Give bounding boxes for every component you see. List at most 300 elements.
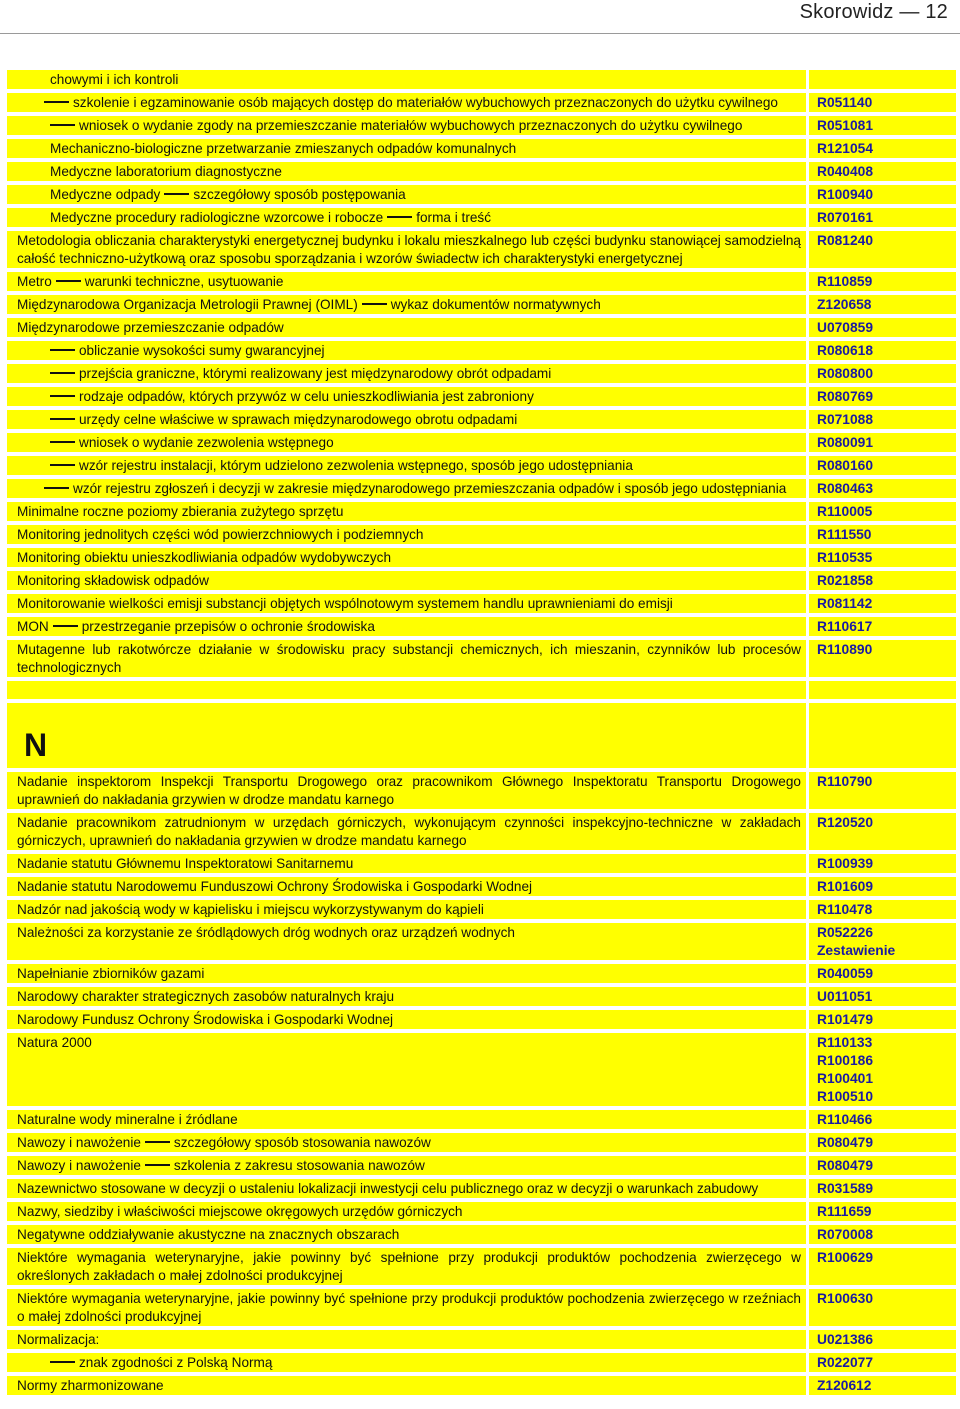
entry-text: [7, 1110, 806, 1129]
entry-code: [809, 617, 956, 636]
reference-code: R052226: [817, 925, 874, 940]
entry-code: [809, 571, 956, 590]
entry-label: Należności za korzystanie ze śródlądowych dróg wodnych oraz urządzeń wodnych: [17, 925, 515, 940]
index-row: [7, 364, 956, 383]
index-row: [7, 571, 956, 590]
entry-text-wrap: [12, 1377, 801, 1395]
entry-text: [7, 987, 806, 1006]
entry-subtopic: warunki techniczne, usytuowanie: [84, 274, 284, 289]
reference-code: R081240: [817, 233, 874, 248]
entry-text-wrap: [12, 924, 801, 942]
entry-code: [809, 456, 956, 475]
entry-text: [7, 548, 806, 567]
entry-text-wrap: [12, 296, 801, 314]
entry-label: Nadanie statutu Głównemu Inspektoratowi Sanitarnemu: [17, 856, 354, 871]
reference-code: U011051: [817, 989, 873, 1004]
entry-label: szkolenie i egzaminowanie osób mających dostęp do materiałów wybuchowych przeznaczonych do użytku cywilnego: [73, 95, 778, 110]
entry-code: [809, 1010, 956, 1029]
entry-code: [809, 923, 956, 960]
entry-text-wrap: [12, 965, 801, 983]
reference-code: R110790: [817, 774, 873, 789]
em-dash-icon: [50, 349, 75, 351]
page-header: [0, 0, 960, 34]
entry-code: [809, 1133, 956, 1152]
spacer-code-cell: [809, 681, 956, 699]
entry-code: [809, 964, 956, 983]
index-row: [7, 813, 956, 850]
entry-code: [809, 1353, 956, 1372]
entry-label: Nadanie pracownikom zatrudnionym w urzędach górniczych, wykonującym czynności inspekcyjno-techniczne w zakładach górniczych, uprawnień do nakładania grzywien w drodze mandatu karnego: [17, 815, 801, 848]
index-row: [7, 1225, 956, 1244]
entry-code: [809, 877, 956, 896]
entry-label: Nadanie statutu Narodowemu Funduszowi Ochrony Środowiska i Gospodarki Wodnej: [17, 879, 533, 894]
entry-text-wrap: [12, 411, 801, 429]
entry-label: Metro: [17, 274, 52, 289]
entry-label: MON: [17, 619, 49, 634]
entry-text: [7, 854, 806, 873]
index-row: [7, 772, 956, 809]
index-row: [7, 318, 956, 337]
entry-text-wrap: [12, 595, 801, 613]
entry-label: Metodologia obliczania charakterystyki energetycznej budynku i lokalu mieszkalnego lub części budynku stanowiącej samodzielną całość techniczno-użytkową oraz sposobu sporządzania i wzorów świadectw ich charakterystyki energetycznej: [17, 233, 801, 266]
entry-text-wrap: [12, 1134, 801, 1152]
entry-text: [7, 1156, 806, 1175]
entry-text: [7, 116, 806, 135]
entry-text: [7, 525, 806, 544]
reference-code: R080479: [817, 1135, 874, 1150]
reference-code: R110478: [817, 902, 873, 917]
index-row: [7, 594, 956, 613]
entry-text: [7, 1225, 806, 1244]
entry-label: Negatywne oddziaływanie akustyczne na znacznych obszarach: [17, 1227, 400, 1242]
entry-code: [809, 1156, 956, 1175]
index-row: [7, 877, 956, 896]
entry-text: [7, 272, 806, 291]
entry-code: [809, 813, 956, 850]
index-row: [7, 479, 956, 498]
entry-label: Niektóre wymagania weterynaryjne, jakie powinny być spełnione przy produkcji produktów pochodzenia zwierzęcego w określonych zakładach o małej zdolności produkcyjnej: [17, 1250, 801, 1283]
reference-code: U070859: [817, 320, 874, 335]
entry-code: [809, 139, 956, 158]
index-row: [7, 387, 956, 406]
entry-text: [7, 295, 806, 314]
entry-text: [7, 1353, 806, 1372]
index-row: [7, 525, 956, 544]
entry-label: urzędy celne właściwe w sprawach międzynarodowego obrotu odpadami: [79, 412, 518, 427]
entry-text: [7, 1033, 806, 1106]
entry-text-wrap: [12, 1331, 801, 1349]
reference-code: R110535: [817, 550, 873, 565]
entry-label: Narodowy Fundusz Ochrony Środowiska i Gospodarki Wodnej: [17, 1012, 394, 1027]
em-dash-icon: [56, 280, 81, 282]
index-row: [7, 116, 956, 135]
index-row: [7, 1376, 956, 1395]
em-dash-icon: [50, 441, 75, 443]
entry-code: [809, 364, 956, 383]
entry-text: [7, 900, 806, 919]
index-row: [7, 70, 956, 89]
reference-code: R080091: [817, 435, 874, 450]
entry-code: [809, 341, 956, 360]
index-row: [7, 341, 956, 360]
entry-code: [809, 433, 956, 452]
entry-text: [7, 571, 806, 590]
entry-text: [7, 410, 806, 429]
entry-subtopic: forma i treść: [416, 210, 491, 225]
entry-text-wrap: [12, 1249, 801, 1285]
entry-text-wrap: [12, 365, 801, 383]
entry-code: [809, 318, 956, 337]
reference-code: R040408: [817, 164, 874, 179]
entry-text-wrap: [12, 1034, 801, 1052]
reference-code: Z120612: [817, 1378, 872, 1393]
entry-code: [809, 272, 956, 291]
index-row: [7, 502, 956, 521]
entry-text-wrap: [12, 901, 801, 919]
em-dash-icon: [53, 625, 78, 627]
index-row: [7, 1156, 956, 1175]
entry-label: wniosek o wydanie zezwolenia wstępnego: [79, 435, 334, 450]
reference-code: R111550: [817, 527, 872, 542]
reference-code: R051081: [817, 118, 874, 133]
entry-label: Międzynarodowa Organizacja Metrologii Prawnej (OIML): [17, 297, 358, 312]
entry-text: [7, 617, 806, 636]
reference-code: R110859: [817, 274, 873, 289]
entry-label: wniosek o wydanie zgody na przemieszczanie materiałów wybuchowych przeznaczonych do użytku cywilnego: [79, 118, 743, 133]
entry-text: [7, 341, 806, 360]
entry-text-wrap: [12, 140, 801, 158]
index-row: [7, 93, 956, 112]
reference-code: R100510: [817, 1089, 874, 1104]
entry-code: [809, 231, 956, 268]
index-row: [7, 272, 956, 291]
entry-text: [7, 813, 806, 850]
em-dash-icon: [362, 303, 387, 305]
entry-label: Monitoring składowisk odpadów: [17, 573, 209, 588]
entry-text-wrap: [12, 319, 801, 337]
entry-text-wrap: [12, 163, 801, 181]
index-row: [7, 1289, 956, 1326]
entry-code: [809, 185, 956, 204]
index-row: [7, 185, 956, 204]
em-dash-icon: [44, 101, 69, 103]
reference-code: R100630: [817, 1291, 874, 1306]
entry-code: [809, 900, 956, 919]
reference-code: R100401: [817, 1071, 874, 1086]
reference-code: R101609: [817, 879, 874, 894]
entry-label: Normy zharmonizowane: [17, 1378, 164, 1393]
index-list: [7, 70, 956, 1399]
reference-code: R100940: [817, 187, 874, 202]
section-code-cell: [809, 703, 956, 768]
reference-code: U021386: [817, 1332, 874, 1347]
entry-text-wrap: [12, 572, 801, 590]
entry-code: [809, 502, 956, 521]
em-dash-icon: [164, 193, 189, 195]
entry-text-wrap: [12, 503, 801, 521]
entry-label: Normalizacja:: [17, 1332, 100, 1347]
entry-code: [809, 93, 956, 112]
reference-code: R110466: [817, 1112, 873, 1127]
entry-text-wrap: [12, 1354, 801, 1372]
entry-label: wzór rejestru zgłoszeń i decyzji w zakresie międzynarodowego przemieszczania odpadów i sposób jego udostępniania: [73, 481, 787, 496]
entry-code: [809, 295, 956, 314]
em-dash-icon: [50, 1361, 75, 1363]
index-row: [7, 900, 956, 919]
entry-text-wrap: [12, 209, 801, 227]
entry-code: [809, 387, 956, 406]
index-row: [7, 1353, 956, 1372]
em-dash-icon: [50, 418, 75, 420]
reference-code: R080160: [817, 458, 874, 473]
entry-text: [7, 1010, 806, 1029]
entry-label: Niektóre wymagania weterynaryjne, jakie powinny być spełnione przy produkcji produktów pochodzenia zwierzęcego w rzeźniach o małej zdolności produkcyjnej: [17, 1291, 801, 1324]
entry-text: [7, 1202, 806, 1221]
entry-label: Natura 2000: [17, 1035, 92, 1050]
entry-label: Napełnianie zbiorników gazami: [17, 966, 205, 981]
em-dash-icon: [44, 487, 69, 489]
entry-code: [809, 479, 956, 498]
entry-text: [7, 1179, 806, 1198]
em-dash-icon: [50, 395, 75, 397]
reference-code: R021858: [817, 573, 874, 588]
entry-label: Medyczne laboratorium diagnostyczne: [50, 164, 282, 179]
entry-text-wrap: [12, 1111, 801, 1129]
index-row: [7, 703, 956, 768]
entry-label: Monitoring jednolitych części wód powierzchniowych i podziemnych: [17, 527, 424, 542]
entry-text: [7, 70, 806, 89]
index-row: [7, 1010, 956, 1029]
reference-code: R071088: [817, 412, 874, 427]
entry-text: [7, 1330, 806, 1349]
index-row: [7, 640, 956, 677]
index-row: [7, 1033, 956, 1106]
entry-text-wrap: [12, 549, 801, 567]
reference-code: Zestawienie: [817, 943, 896, 958]
entry-text: [7, 208, 806, 227]
entry-text: [7, 772, 806, 809]
reference-code: Z120658: [817, 297, 872, 312]
index-row: [7, 1179, 956, 1198]
entry-text: [7, 387, 806, 406]
entry-code: [809, 1330, 956, 1349]
entry-text: [7, 594, 806, 613]
reference-code: R080800: [817, 366, 874, 381]
reference-code: R080479: [817, 1158, 874, 1173]
em-dash-icon: [50, 464, 75, 466]
entry-code: [809, 1033, 956, 1106]
entry-text: [7, 162, 806, 181]
entry-text: [7, 1376, 806, 1395]
index-row: [7, 1133, 956, 1152]
entry-code: [809, 594, 956, 613]
entry-code: [809, 1248, 956, 1285]
entry-text-wrap: [12, 71, 801, 89]
entry-subtopic: szkolenia z zakresu stosowania nawozów: [173, 1158, 425, 1173]
entry-code: [809, 162, 956, 181]
entry-label: wzór rejestru instalacji, którym udzielono zezwolenia wstępnego, sposób jego udostępniania: [79, 458, 633, 473]
entry-code: [809, 1202, 956, 1221]
entry-label: znak zgodności z Polską Normą: [79, 1355, 273, 1370]
entry-code: [809, 1376, 956, 1395]
reference-code: R101479: [817, 1012, 874, 1027]
entry-text-wrap: [12, 988, 801, 1006]
index-row: [7, 1248, 956, 1285]
index-row: [7, 1110, 956, 1129]
reference-code: R110005: [817, 504, 873, 519]
section-letter-cell: [7, 703, 806, 768]
entry-code: [809, 1225, 956, 1244]
entry-text-wrap: [12, 526, 801, 544]
entry-label: Międzynarodowe przemieszczanie odpadów: [17, 320, 284, 335]
entry-label: przejścia graniczne, którymi realizowany jest międzynarodowy obrót odpadami: [79, 366, 552, 381]
entry-text-wrap: [12, 342, 801, 360]
index-row: [7, 617, 956, 636]
entry-text-wrap: [12, 273, 801, 291]
section-letter: N: [24, 727, 48, 763]
entry-text-wrap: [12, 814, 801, 850]
reference-code: R051140: [817, 95, 873, 110]
entry-label: obliczanie wysokości sumy gwarancyjnej: [79, 343, 325, 358]
entry-label: Naturalne wody mineralne i źródlane: [17, 1112, 238, 1127]
index-row: [7, 1202, 956, 1221]
index-row: [7, 923, 956, 960]
reference-code: R081142: [817, 596, 873, 611]
entry-text: [7, 1248, 806, 1285]
entry-label: Narodowy charakter strategicznych zasobów naturalnych kraju: [17, 989, 395, 1004]
entry-text: [7, 185, 806, 204]
entry-text-wrap: [12, 1203, 801, 1221]
reference-code: R070161: [817, 210, 874, 225]
entry-label: rodzaje odpadów, których przywóz w celu unieszkodliwiania jest zabroniony: [79, 389, 534, 404]
em-dash-icon: [50, 372, 75, 374]
entry-label: Medyczne procedury radiologiczne wzorcowe i robocze: [50, 210, 384, 225]
reference-code: R110617: [817, 619, 873, 634]
entry-text-wrap: [12, 1180, 801, 1198]
index-row: [7, 295, 956, 314]
entry-text: [7, 877, 806, 896]
entry-label: Mutagenne lub rakotwórcze działanie w środowisku pracy substancji chemicznych, ich mieszanin, czynników lub procesów technologicznych: [17, 642, 801, 675]
entry-text: [7, 479, 806, 498]
entry-label: Monitoring obiektu unieszkodliwiania odpadów wydobywczych: [17, 550, 392, 565]
reference-code: R110133: [817, 1035, 873, 1050]
entry-text-wrap: [12, 388, 801, 406]
entry-text-wrap: [12, 618, 801, 636]
spacer-text-cell: [7, 681, 806, 699]
entry-label: Nazewnictwo stosowane w decyzji o ustaleniu lokalizacji inwestycji celu publicznego oraz w decyzji o warunkach zabudowy: [17, 1181, 759, 1196]
entry-text: [7, 456, 806, 475]
index-row: [7, 208, 956, 227]
entry-text-wrap: [12, 186, 801, 204]
entry-code: [809, 640, 956, 677]
index-row: [7, 681, 956, 699]
entry-text-wrap: [12, 117, 801, 135]
entry-text-wrap: [12, 232, 801, 268]
entry-text-wrap: [12, 434, 801, 452]
reference-code: R120520: [817, 815, 874, 830]
entry-code: [809, 410, 956, 429]
entry-subtopic: przestrzeganie przepisów o ochronie środowiska: [81, 619, 375, 634]
reference-code: R080618: [817, 343, 874, 358]
entry-text-wrap: [12, 94, 801, 112]
entry-code: [809, 1289, 956, 1326]
reference-code: R031589: [817, 1181, 874, 1196]
entry-label: Monitorowanie wielkości emisji substancji objętych wspólnotowym systemem handlu uprawnieniami do emisji: [17, 596, 673, 611]
entry-subtopic: wykaz dokumentów normatywnych: [390, 297, 601, 312]
entry-text-wrap: [12, 773, 801, 809]
reference-code: R100186: [817, 1053, 874, 1068]
entry-text-wrap: [12, 457, 801, 475]
index-row: [7, 548, 956, 567]
entry-text: [7, 640, 806, 677]
em-dash-icon: [387, 216, 412, 218]
reference-code: R080769: [817, 389, 874, 404]
index-row: [7, 987, 956, 1006]
entry-code: [809, 987, 956, 1006]
entry-label: Medyczne odpady: [50, 187, 161, 202]
index-row: [7, 456, 956, 475]
entry-text: [7, 231, 806, 268]
reference-code: R111659: [817, 1204, 872, 1219]
entry-text-wrap: [12, 480, 801, 498]
entry-text-wrap: [12, 641, 801, 677]
entry-code: [809, 1110, 956, 1129]
entry-text-wrap: [12, 1290, 801, 1326]
entry-text-wrap: [12, 1157, 801, 1175]
em-dash-icon: [145, 1164, 170, 1166]
entry-code: [809, 772, 956, 809]
entry-code: [809, 1179, 956, 1198]
reference-code: R110890: [817, 642, 873, 657]
entry-code: [809, 525, 956, 544]
entry-label: Nazwy, siedziby i właściwości miejscowe okręgowych urzędów górniczych: [17, 1204, 463, 1219]
entry-text: [7, 433, 806, 452]
index-row: [7, 964, 956, 983]
entry-label: Minimalne roczne poziomy zbierania zużytego sprzętu: [17, 504, 344, 519]
entry-code: [809, 70, 956, 89]
entry-text: [7, 139, 806, 158]
entry-text-wrap: [12, 1011, 801, 1029]
reference-code: R100939: [817, 856, 874, 871]
index-row: [7, 1330, 956, 1349]
entry-label: Nawozy i nawożenie: [17, 1135, 141, 1150]
index-row: [7, 854, 956, 873]
entry-text: [7, 502, 806, 521]
index-row: [7, 433, 956, 452]
entry-text-wrap: [12, 878, 801, 896]
index-row: [7, 139, 956, 158]
entry-text-wrap: [12, 1226, 801, 1244]
reference-code: R080463: [817, 481, 874, 496]
entry-text: [7, 964, 806, 983]
entry-label: Nawozy i nawożenie: [17, 1158, 141, 1173]
entry-text: [7, 318, 806, 337]
reference-code: R100629: [817, 1250, 874, 1265]
entry-label: Nadzór nad jakością wody w kąpielisku i miejscu wykorzystywanym do kąpieli: [17, 902, 484, 917]
entry-subtopic: szczegółowy sposób stosowania nawozów: [173, 1135, 431, 1150]
reference-code: R121054: [817, 141, 874, 156]
entry-label: Mechaniczno-biologiczne przetwarzanie zmieszanych odpadów komunalnych: [50, 141, 517, 156]
entry-label: chowymi i ich kontroli: [50, 72, 179, 87]
index-row: [7, 162, 956, 181]
entry-code: [809, 854, 956, 873]
entry-text: [7, 923, 806, 960]
entry-subtopic: szczegółowy sposób postępowania: [193, 187, 406, 202]
page-title: Skorowidz — 12: [799, 1, 948, 23]
em-dash-icon: [145, 1141, 170, 1143]
reference-code: R070008: [817, 1227, 874, 1242]
entry-code: [809, 208, 956, 227]
